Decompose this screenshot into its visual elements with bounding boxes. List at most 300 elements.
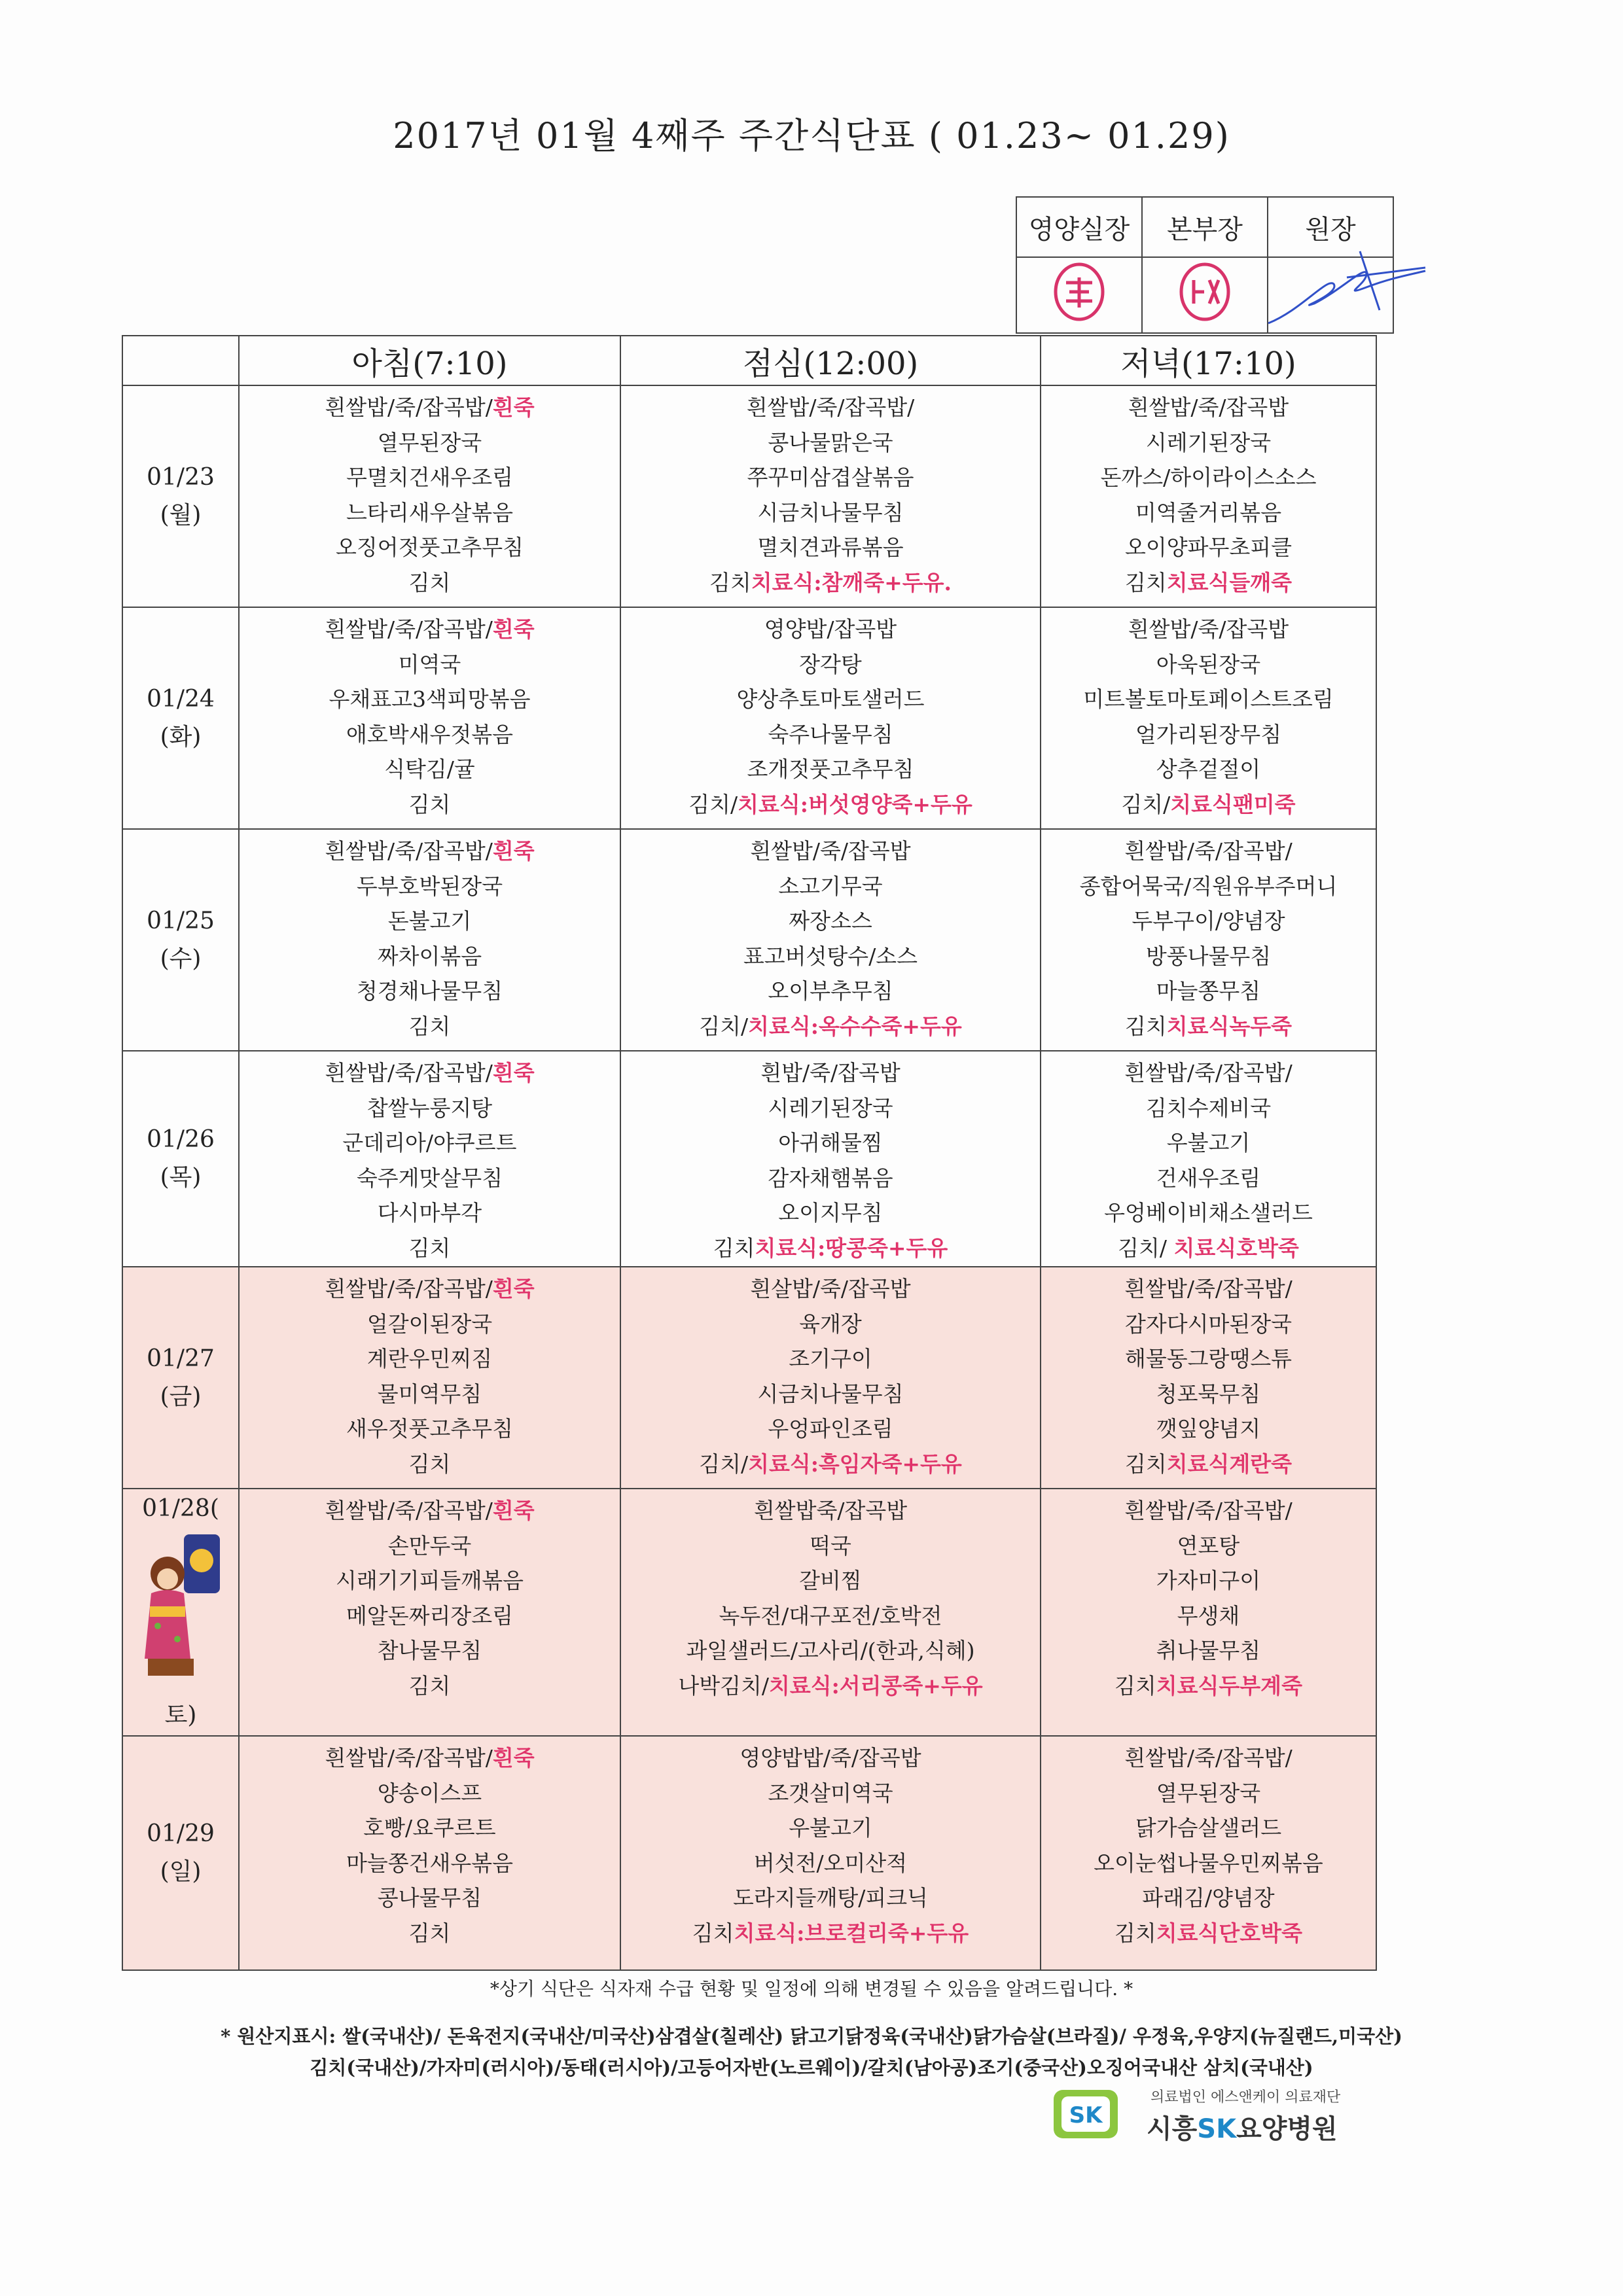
header-lunch: 점심(12:00) xyxy=(620,336,1041,385)
menu-item-text: 해물동그랑땡스튜 xyxy=(1124,1346,1293,1371)
menu-item xyxy=(240,1271,619,1307)
menu-item-text: 김치 xyxy=(408,1235,451,1261)
lunch-cell xyxy=(620,1051,1041,1267)
menu-item xyxy=(622,1810,1039,1846)
menu-item xyxy=(1042,460,1375,495)
weekday-label: (목) xyxy=(160,1164,202,1191)
menu-item xyxy=(622,647,1039,682)
menu-item-text: 흰쌀밥/죽/잡곡밥/ xyxy=(325,1498,493,1523)
plain-porridge-label: 흰죽 xyxy=(492,1498,535,1523)
origin-line-1: * 원산지표시: 쌀(국내산)/ 돈육전지(국내산/미국산)삼겹살(칠레산) 닭고기닭정육(국내산)닭가슴살(브라질)/ 우정육,우양지(뉴질랜드,미국산) xyxy=(221,2025,1402,2047)
menu-item xyxy=(1042,1846,1375,1881)
menu-item-text: 흰쌀밥/죽/잡곡밥/ xyxy=(325,395,493,420)
menu-item-text: 쭈꾸미삼겹살볶음 xyxy=(747,465,914,490)
menu-item-text: 흰쌀밥/죽/잡곡밥/ xyxy=(325,616,493,642)
date-label: 01/26 xyxy=(147,1126,215,1153)
menu-item-text: 김치 xyxy=(408,1451,451,1477)
menu-item-text: 메알돈짜리장조림 xyxy=(346,1602,514,1629)
menu-item xyxy=(1042,1307,1375,1342)
menu-item-text: 군데리아/야쿠르트 xyxy=(342,1130,517,1156)
menu-item-text: 양송이스프 xyxy=(377,1780,482,1806)
menu-item xyxy=(1042,1447,1375,1482)
menu-item xyxy=(240,1447,619,1482)
menu-item-text: 오이눈썹나물우민찌볶음 xyxy=(1094,1850,1323,1876)
weekday-label: (금) xyxy=(160,1383,202,1410)
weekly-menu-table xyxy=(122,335,1377,1971)
menu-item-text: 물미역무침 xyxy=(377,1381,482,1407)
menu-item-text: 조갯살미역국 xyxy=(768,1780,893,1806)
menu-item xyxy=(240,390,619,425)
menu-item xyxy=(622,1307,1039,1342)
menu-item xyxy=(1042,1528,1375,1564)
menu-item-text: 김치/ xyxy=(1118,1235,1174,1261)
therapy-diet-label: 치료식:땅콩죽+두유 xyxy=(755,1235,948,1261)
menu-item-text: 참나물무침 xyxy=(377,1638,482,1663)
menu-item xyxy=(240,1916,619,1951)
menu-item-text: 흰쌀밥/죽/잡곡밥 xyxy=(1128,616,1289,642)
approval-label-director: 본부장 xyxy=(1142,197,1268,257)
menu-item-text: 김치 xyxy=(692,1920,734,1946)
menu-item-text: 오징어젓풋고추무침 xyxy=(336,535,524,560)
menu-item xyxy=(240,1493,619,1528)
menu-item-text: 마늘쫑무침 xyxy=(1156,978,1261,1004)
change-notice: *상기 식단은 식자재 수급 현황 및 일정에 의해 변경될 수 있음을 알려드립니다. * xyxy=(490,1978,1133,2000)
menu-item-text: 김치/ xyxy=(1121,791,1171,817)
day-row xyxy=(122,829,1376,1051)
menu-item-text: 육개장 xyxy=(799,1311,862,1337)
menu-item-text: 계란우민찌짐 xyxy=(366,1346,493,1371)
menu-item-text: 호빵/요쿠르트 xyxy=(363,1815,496,1841)
menu-item-text: 숙주게맛살무침 xyxy=(356,1165,503,1191)
approval-label-head: 원장 xyxy=(1268,197,1393,257)
menu-item-text: 김치수제비국 xyxy=(1145,1095,1272,1121)
menu-item-text: 조개젓풋고추무침 xyxy=(747,756,914,782)
menu-item xyxy=(622,1271,1039,1307)
menu-item xyxy=(1042,939,1375,974)
menu-item xyxy=(240,1633,619,1669)
menu-item-text: 김치 xyxy=(408,569,451,595)
logo-mark-text: SK xyxy=(1069,2102,1103,2128)
origin-info xyxy=(0,2021,1623,2083)
menu-item xyxy=(1042,1271,1375,1307)
menu-item-text: 깻잎양념지 xyxy=(1156,1416,1261,1441)
plain-porridge-label: 흰죽 xyxy=(492,1745,535,1771)
seal-cell-nutrition xyxy=(1016,257,1142,333)
menu-item xyxy=(1042,1091,1375,1126)
dinner-cell xyxy=(1041,829,1376,1051)
menu-item-text: 표고버섯탕수/소스 xyxy=(743,943,918,969)
menu-item-text: 흰쌀밥/죽/잡곡밥/ xyxy=(746,395,915,420)
menu-item xyxy=(622,1195,1039,1231)
menu-item xyxy=(1042,682,1375,717)
menu-item-text: 양상추토마토샐러드 xyxy=(736,686,925,712)
date-cell xyxy=(122,1489,239,1736)
menu-item xyxy=(240,495,619,531)
menu-item-text: 상추겉절이 xyxy=(1156,756,1261,782)
menu-item-text: 흰쌀밥/죽/잡곡밥/ xyxy=(1124,1276,1293,1301)
therapy-diet-label: 치료식호박죽 xyxy=(1173,1235,1299,1261)
menu-item xyxy=(240,904,619,939)
header-dinner: 저녁(17:10) xyxy=(1041,336,1376,385)
page-title: 2017년 01월 4째주 주간식단표 ( 01.23~ 01.29) xyxy=(393,115,1230,156)
breakfast-cell xyxy=(239,607,620,829)
menu-item xyxy=(1042,1125,1375,1161)
menu-item xyxy=(1042,1377,1375,1412)
menu-item-text: 떡국 xyxy=(810,1532,851,1559)
menu-item-text: 김치 xyxy=(408,1013,451,1039)
menu-item xyxy=(240,1598,619,1634)
menu-item xyxy=(240,1009,619,1044)
menu-item-text: 미역국 xyxy=(398,651,461,677)
plain-porridge-label: 흰죽 xyxy=(492,838,535,864)
menu-item-text: 과일샐러드/고사리/(한과,식혜) xyxy=(686,1638,975,1663)
menu-item xyxy=(240,1411,619,1447)
menu-item-text: 연포탕 xyxy=(1177,1532,1240,1559)
menu-item xyxy=(1042,1563,1375,1598)
lunch-cell xyxy=(620,1736,1041,1970)
breakfast-cell xyxy=(239,1267,620,1489)
menu-item xyxy=(1042,1810,1375,1846)
menu-item xyxy=(240,939,619,974)
menu-item-text: 숙주나물무침 xyxy=(768,721,893,747)
menu-item-text: 김치 xyxy=(713,1235,755,1261)
menu-item-text: 종합어묵국/직원유부주머니 xyxy=(1079,873,1338,899)
therapy-diet-label: 치료식팬미죽 xyxy=(1170,791,1296,817)
date-label: 01/23 xyxy=(147,463,215,491)
menu-item xyxy=(622,390,1039,425)
menu-item-text: 짜차이볶음 xyxy=(377,943,482,969)
menu-item xyxy=(622,904,1039,939)
menu-item xyxy=(1042,425,1375,461)
header-corner xyxy=(122,336,239,385)
lunch-cell xyxy=(620,385,1041,607)
menu-item-text: 김치 xyxy=(408,1672,451,1699)
menu-item xyxy=(1042,717,1375,752)
menu-item-text: 오이부추무침 xyxy=(768,978,893,1004)
seal-cell-director xyxy=(1142,257,1268,333)
menu-item xyxy=(622,1341,1039,1377)
therapy-diet-label: 치료식들깨죽 xyxy=(1166,569,1293,595)
date-cell xyxy=(122,1267,239,1489)
menu-item xyxy=(240,1377,619,1412)
menu-item-text: 감자다시마된장국 xyxy=(1124,1311,1293,1337)
menu-item xyxy=(1042,1055,1375,1091)
menu-item xyxy=(240,1055,619,1091)
menu-item xyxy=(622,834,1039,869)
menu-item xyxy=(1042,530,1375,565)
new-year-illustration xyxy=(138,1528,223,1685)
menu-item-text: 우엉파인조림 xyxy=(768,1416,893,1441)
signature-cell-head xyxy=(1268,257,1393,333)
weekday-label: (수) xyxy=(160,945,202,972)
menu-item xyxy=(1042,1231,1375,1266)
menu-item-text: 얼갈이된장국 xyxy=(366,1311,493,1337)
menu-item xyxy=(1042,787,1375,822)
breakfast-cell xyxy=(239,1051,620,1267)
menu-item-text: 손만두국 xyxy=(387,1532,472,1559)
dinner-cell xyxy=(1041,385,1376,607)
menu-item xyxy=(1042,1195,1375,1231)
menu-item-text: 김치/ xyxy=(699,1013,749,1039)
plain-porridge-label: 흰죽 xyxy=(492,616,535,642)
therapy-diet-label: 치료식:서리콩죽+두유 xyxy=(768,1672,983,1699)
menu-item xyxy=(1042,1776,1375,1811)
menu-item xyxy=(240,682,619,717)
menu-item-text: 미트볼토마토페이스트조림 xyxy=(1083,686,1334,712)
menu-item-text: 흰쌀밥/죽/잡곡밥 xyxy=(750,838,911,864)
date-cell xyxy=(122,1736,239,1970)
menu-item xyxy=(240,752,619,787)
hospital-logo-icon xyxy=(1050,2086,1122,2142)
menu-item xyxy=(240,565,619,601)
menu-item xyxy=(622,1009,1039,1044)
menu-item-text: 콩나물맑은국 xyxy=(768,429,893,455)
hospital-name xyxy=(1147,2108,1338,2146)
menu-item xyxy=(622,717,1039,752)
menu-item-text: 시래기기피들깨볶음 xyxy=(336,1568,524,1593)
therapy-diet-label: 치료식녹두죽 xyxy=(1166,1013,1293,1039)
menu-item xyxy=(1042,1411,1375,1447)
menu-item xyxy=(622,1493,1039,1528)
menu-item-text: 마늘쫑건새우볶음 xyxy=(346,1850,514,1876)
day-row xyxy=(122,607,1376,829)
day-row xyxy=(122,1267,1376,1489)
menu-item-text: 버섯전/오미산적 xyxy=(753,1850,908,1876)
menu-item xyxy=(622,1161,1039,1196)
menu-item xyxy=(622,939,1039,974)
plain-porridge-label: 흰죽 xyxy=(492,1276,535,1301)
menu-item-text: 얼가리된장무침 xyxy=(1135,721,1282,747)
breakfast-cell xyxy=(239,829,620,1051)
menu-item-text: 돈까스/하이라이스소스 xyxy=(1100,465,1317,490)
menu-item-text: 열무된장국 xyxy=(1156,1780,1261,1806)
menu-item xyxy=(622,1091,1039,1126)
menu-item xyxy=(622,787,1039,822)
menu-item-text: 청포묵무침 xyxy=(1156,1381,1261,1407)
menu-item xyxy=(622,1447,1039,1482)
menu-item xyxy=(240,1091,619,1126)
menu-item xyxy=(240,1161,619,1196)
menu-item xyxy=(622,1633,1039,1669)
menu-item-text: 장각탕 xyxy=(799,651,862,677)
weekday-label: (월) xyxy=(160,501,202,529)
therapy-diet-label: 치료식:버섯영양죽+두유 xyxy=(738,791,972,817)
logo-subtitle: 의료법인 에스앤케이 의료재단 xyxy=(1150,2089,1341,2106)
breakfast-cell xyxy=(239,1489,620,1736)
menu-item-text: 아욱된장국 xyxy=(1156,651,1261,677)
day-row xyxy=(122,1051,1376,1267)
menu-item-text: 흰쌀밥/죽/잡곡밥/ xyxy=(1124,1060,1293,1086)
menu-item xyxy=(1042,1669,1375,1704)
menu-item-text: 새우젓풋고추무침 xyxy=(346,1416,514,1441)
menu-item xyxy=(240,974,619,1009)
menu-item xyxy=(622,1055,1039,1091)
dinner-cell xyxy=(1041,607,1376,829)
menu-item xyxy=(622,1377,1039,1412)
menu-item xyxy=(622,460,1039,495)
menu-item-text: 김치 xyxy=(408,791,451,817)
menu-item-text: 미역줄거리볶음 xyxy=(1135,499,1282,525)
menu-item xyxy=(1042,1881,1375,1916)
menu-item xyxy=(1042,612,1375,647)
approval-label-nutrition: 영양실장 xyxy=(1016,197,1142,257)
approval-box xyxy=(1016,196,1394,334)
weekday-label: (화) xyxy=(160,723,202,751)
menu-item xyxy=(622,1846,1039,1881)
menu-item-text: 시레기된장국 xyxy=(1145,429,1272,455)
menu-item xyxy=(622,682,1039,717)
origin-line-2: 김치(국내산)/가자미(러시아)/동태(러시아)/고등어자반(노르웨이)/갈치(남아공)조기(중국산)오징어국내산 삼치(국내산) xyxy=(310,2057,1313,2079)
menu-item-text: 돈불고기 xyxy=(387,908,472,934)
menu-item-text: 가자미구이 xyxy=(1156,1568,1261,1593)
menu-item xyxy=(622,1740,1039,1776)
header-breakfast: 아침(7:10) xyxy=(239,336,620,385)
therapy-diet-label: 치료식:참깨죽+두유. xyxy=(751,569,952,595)
menu-item-text: 김치 xyxy=(1115,1672,1156,1699)
menu-item-text: 두부호박된장국 xyxy=(356,873,503,899)
menu-item xyxy=(240,425,619,461)
menu-item-text: 김치/ xyxy=(688,791,738,817)
breakfast-cell xyxy=(239,385,620,607)
menu-item-text: 흰쌀밥/죽/잡곡밥/ xyxy=(325,1276,493,1301)
therapy-diet-label: 치료식:브로컬리죽+두유 xyxy=(734,1920,969,1946)
date-label: 01/27 xyxy=(147,1345,215,1372)
therapy-diet-label: 치료식:옥수수죽+두유 xyxy=(748,1013,962,1039)
hospital-name-sk: SK xyxy=(1197,2114,1237,2144)
menu-item-text: 감자채햄볶음 xyxy=(768,1165,893,1191)
menu-item xyxy=(622,974,1039,1009)
day-row xyxy=(122,1489,1376,1736)
dinner-cell xyxy=(1041,1267,1376,1489)
menu-item-text: 짜장소스 xyxy=(789,908,872,934)
weekday-label: 토) xyxy=(164,1702,197,1729)
menu-item xyxy=(240,1846,619,1881)
lunch-cell xyxy=(620,829,1041,1051)
date-cell xyxy=(122,829,239,1051)
menu-item-text: 닭가슴살샐러드 xyxy=(1135,1815,1282,1841)
menu-item xyxy=(1042,1009,1375,1044)
hospital-name-part: 시흥 xyxy=(1147,2114,1198,2144)
menu-item xyxy=(1042,647,1375,682)
menu-item-text: 김치 xyxy=(1124,569,1167,595)
menu-item xyxy=(1042,834,1375,869)
menu-item xyxy=(240,1231,619,1266)
menu-item-text: 흰쌀밥/죽/잡곡밥/ xyxy=(325,1745,493,1771)
menu-item xyxy=(1042,1598,1375,1634)
menu-item-text: 녹두전/대구포전/호박전 xyxy=(719,1602,942,1629)
dinner-cell xyxy=(1041,1489,1376,1736)
menu-item xyxy=(240,717,619,752)
menu-item-text: 김치 xyxy=(1124,1013,1167,1039)
lunch-cell xyxy=(620,1489,1041,1736)
menu-item-text: 애호박새우젓볶음 xyxy=(346,721,514,747)
menu-item xyxy=(240,1195,619,1231)
menu-item xyxy=(240,1125,619,1161)
plain-porridge-label: 흰죽 xyxy=(492,1060,535,1086)
menu-item xyxy=(622,1411,1039,1447)
menu-item-text: 두부구이/양념장 xyxy=(1132,908,1285,934)
menu-item xyxy=(622,1669,1039,1704)
menu-item xyxy=(240,1881,619,1916)
therapy-diet-label: 치료식두부계죽 xyxy=(1156,1672,1302,1699)
red-seal-stamp xyxy=(1175,260,1234,323)
red-seal-stamp xyxy=(1050,260,1109,323)
menu-item-text: 찹쌀누룽지탕 xyxy=(366,1095,493,1121)
date-label: 01/24 xyxy=(147,685,215,713)
menu-item xyxy=(240,1740,619,1776)
menu-item xyxy=(622,530,1039,565)
menu-item-text: 영양밥/잡곡밥 xyxy=(764,616,897,642)
menu-item-text: 흰밥/죽/잡곡밥 xyxy=(760,1060,901,1086)
menu-item-text: 열무된장국 xyxy=(377,429,482,455)
menu-item-text: 나박김치/ xyxy=(678,1672,769,1699)
menu-item xyxy=(622,1881,1039,1916)
menu-item xyxy=(1042,869,1375,904)
date-cell xyxy=(122,1051,239,1267)
menu-item xyxy=(240,530,619,565)
hospital-name-part: 요양병원 xyxy=(1236,2114,1338,2144)
menu-item-text: 흰쌀밥/죽/잡곡밥/ xyxy=(325,1060,493,1086)
breakfast-cell xyxy=(239,1736,620,1970)
menu-item xyxy=(240,1307,619,1342)
menu-item-text: 소고기무국 xyxy=(778,873,883,899)
menu-item-text: 우불고기 xyxy=(1166,1130,1251,1156)
day-row xyxy=(122,385,1376,607)
date-label: 01/25 xyxy=(147,907,215,934)
menu-item-text: 흰쌀밥/죽/잡곡밥 xyxy=(1128,395,1289,420)
menu-item xyxy=(622,1125,1039,1161)
menu-item xyxy=(622,425,1039,461)
menu-item-text: 콩나물무침 xyxy=(377,1885,482,1911)
menu-item xyxy=(1042,1740,1375,1776)
menu-item xyxy=(1042,1161,1375,1196)
menu-item-text: 다시마부각 xyxy=(377,1200,482,1226)
menu-item-text: 무멸치건새우조림 xyxy=(346,465,514,490)
menu-item xyxy=(1042,904,1375,939)
menu-item xyxy=(622,752,1039,787)
menu-item xyxy=(1042,390,1375,425)
menu-item-text: 우채표고3색피망볶음 xyxy=(329,686,531,712)
blue-signature xyxy=(1255,238,1432,336)
plain-porridge-label: 흰죽 xyxy=(492,395,535,420)
menu-item-text: 느타리새우살볶음 xyxy=(346,499,514,525)
menu-item xyxy=(240,460,619,495)
menu-item-text: 건새우조림 xyxy=(1156,1165,1261,1191)
menu-item-text: 흰쌀밥죽/잡곡밥 xyxy=(753,1498,908,1523)
lunch-cell xyxy=(620,607,1041,829)
menu-item-text: 아귀해물찜 xyxy=(778,1130,883,1156)
menu-item-text: 김치 xyxy=(1124,1451,1167,1477)
menu-item xyxy=(240,1810,619,1846)
dinner-cell xyxy=(1041,1051,1376,1267)
menu-item xyxy=(1042,1916,1375,1951)
menu-item xyxy=(1042,752,1375,787)
date-label: 01/29 xyxy=(147,1820,215,1847)
menu-item xyxy=(622,565,1039,601)
menu-item-text: 김치 xyxy=(408,1920,451,1946)
date-label: 01/28( xyxy=(142,1495,219,1522)
menu-item xyxy=(622,1231,1039,1266)
menu-item-text: 파래김/양념장 xyxy=(1142,1885,1275,1911)
menu-item xyxy=(622,1528,1039,1564)
date-cell xyxy=(122,607,239,829)
menu-item xyxy=(1042,1493,1375,1528)
menu-item-text: 취나물무침 xyxy=(1156,1638,1261,1663)
menu-item-text: 조기구이 xyxy=(789,1346,872,1371)
menu-item xyxy=(240,1669,619,1704)
menu-item xyxy=(240,869,619,904)
menu-item-text: 청경채나물무침 xyxy=(356,978,503,1004)
